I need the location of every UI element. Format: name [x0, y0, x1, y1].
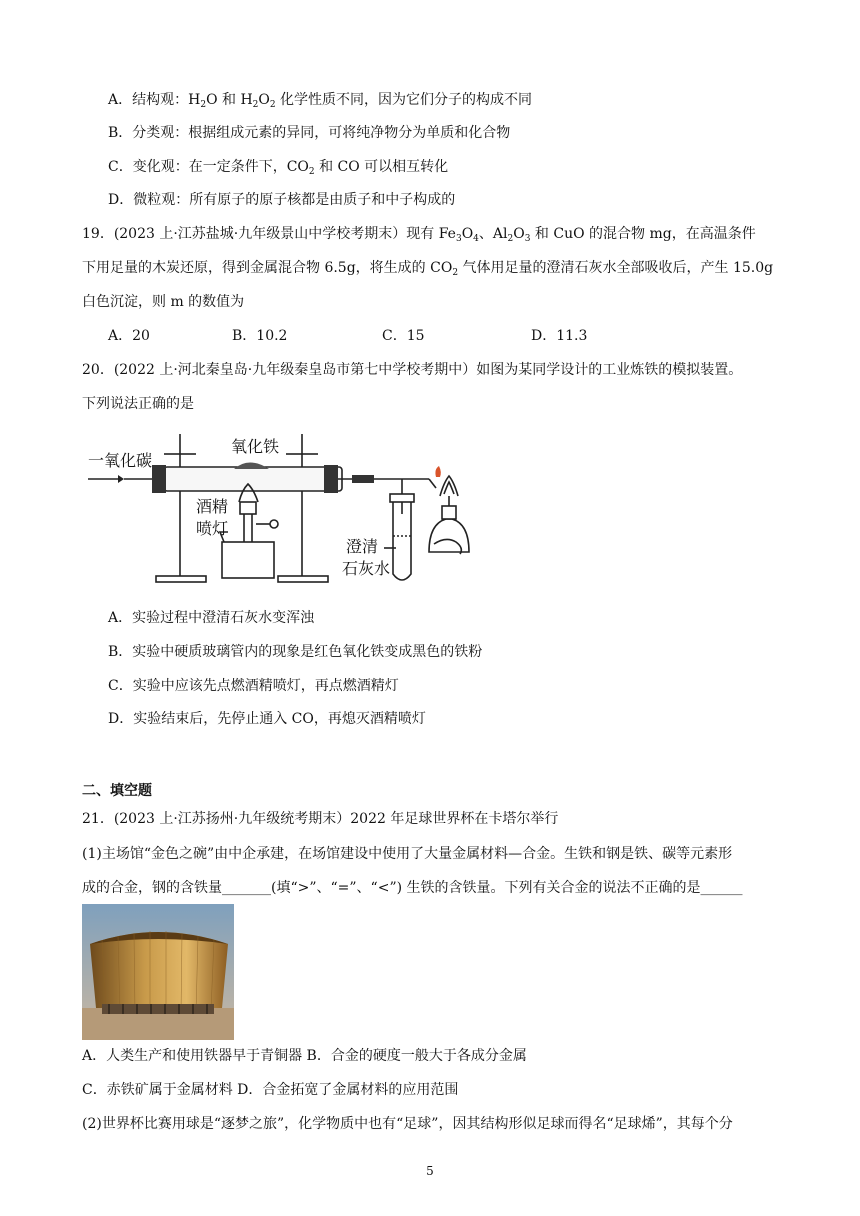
q20-option-a: A．实验过程中澄清石灰水变浑浊: [108, 610, 315, 626]
q19-stem-line3: 白色沉淀，则 m 的数值为: [82, 294, 245, 310]
q20-stem-line2: 下列说法正确的是: [82, 396, 194, 412]
co-label: 一氧化碳: [88, 453, 153, 470]
q21-options-cd: C．赤铁矿属于金属材料 D．合金拓宽了金属材料的应用范围: [82, 1082, 459, 1098]
q18-option-c: C．变化观：在一定条件下，$CO_2$ 和 CO 可以相互转化: [108, 159, 449, 177]
q20-stem-line1: 20．(2022 上·河北秦皇岛·九年级秦皇岛市第七中学校考期中）如图为某同学设计的工业炼铁的模拟装置。: [82, 362, 743, 378]
q19-option-d: D．11.3: [531, 328, 588, 344]
q19-option-c: C．15: [382, 328, 425, 344]
q18-option-b: B．分类观：根据组成元素的异同，可将纯净物分为单质和化合物: [108, 125, 511, 141]
q19-option-b: B．10.2: [232, 328, 288, 344]
blast-lamp-label-2: 喷灯: [196, 521, 229, 538]
q21-part1-line2: 成的合金，钢的含铁量_______(填“>”、“=”、“<”) 生铁的含铁量。下列有关合金的说法不正确的是______: [82, 880, 743, 896]
q21-stem-line1: 21．(2023 上·江苏扬州·九年级统考期末）2022 年足球世界杯在卡塔尔举行: [82, 811, 559, 827]
section-heading-fill-blank: 二、填空题: [82, 783, 152, 799]
iron-oxide-label: 氧化铁: [231, 439, 280, 456]
q21-part1-line1: (1)主场馆“金色之碗”由中企承建，在场馆建设中使用了大量金属材料—合金。生铁和钢是铁、碳等元素形: [82, 846, 733, 862]
q20-option-d: D．实验结束后，先停止通入 CO，再熄灭酒精喷灯: [108, 711, 426, 727]
q19-option-a: A．20: [108, 328, 150, 344]
q19-stem-line2: 下用足量的木炭还原，得到金属混合物 6.5g，将生成的 $CO_2$ 气体用足量的澄清石灰水全部吸收后，产生 15.0g: [82, 260, 774, 278]
iron-smelting-apparatus-diagram: [84, 424, 484, 594]
q21-part2-line1: (2)世界杯比赛用球是“逐梦之旅”，化学物质中也有“足球”，因其结构形似足球而得名“足球烯”，其每个分: [82, 1116, 733, 1132]
q19-stem-line1: 19．(2023 上·江苏盐城·九年级景山中学校考期末）现有 $Fe_3O_4$、$Al_2O_3$ 和 CuO 的混合物 mg，在高温条件: [82, 226, 756, 244]
q20-option-b: B．实验中硬质玻璃管内的现象是红色氧化铁变成黑色的铁粉: [108, 644, 483, 660]
q18-option-d: D．微粒观：所有原子的原子核都是由质子和中子构成的: [108, 192, 456, 208]
limewater-label-1: 澄清: [346, 539, 379, 556]
limewater-label-2: 石灰水: [342, 561, 391, 578]
blast-lamp-label-1: 酒精: [196, 499, 229, 516]
page-number: 5: [426, 1164, 434, 1178]
q21-options-ab: A．人类生产和使用铁器早于青铜器 B．合金的硬度一般大于各成分金属: [82, 1048, 527, 1064]
lusail-stadium-photo: [82, 904, 234, 1040]
q20-option-c: C．实验中应该先点燃酒精喷灯，再点燃酒精灯: [108, 678, 399, 694]
q18-option-a: A．结构观：$H_2O$ 和 $H_2O_2$ 化学性质不同，因为它们分子的构成不同: [108, 92, 533, 110]
